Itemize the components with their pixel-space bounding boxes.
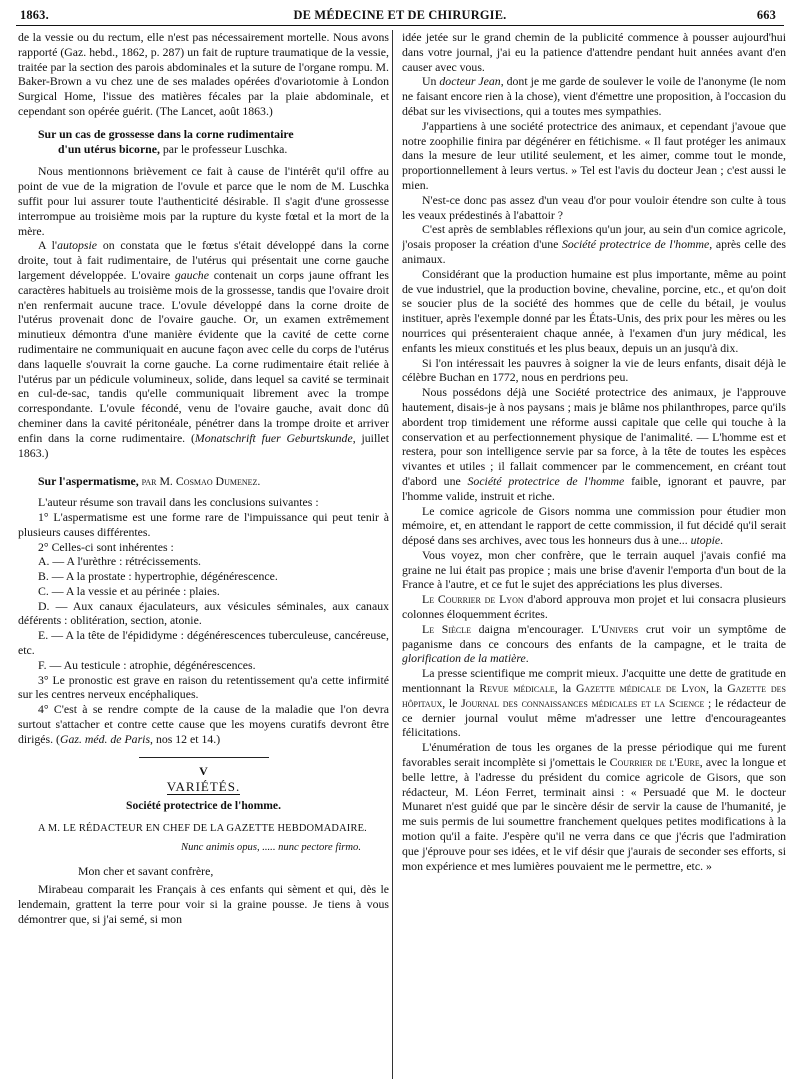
paragraph: 1° L'aspermatisme est une forme rare de l'impuissance qui peut tenir à plusieurs causes différentes. [18,509,389,539]
paragraph: 2° Celles-ci sont inhérentes : [38,539,174,554]
paragraph: Vous voyez, mon cher confrère, que le terrain auquel j'avais confié ma graine ne lui était pas propice ; mais une brise d'avenir l'emporta d'un bout de la France à l'autre, et ce fut le sujet des appréciations les plus diverses. [402,547,786,592]
header-rule [16,25,784,26]
paragraph: L'auteur résume son travail dans les conclusions suivantes : [38,495,319,510]
page-number: 663 [756,8,776,22]
paragraph: Un docteur Jean, dont je me garde de soulever le voile de l'anonyme (le nom ne faisant encore rien à la chose), vient d'émettre une proposition, à l'occasion du débat sur les vivisections, qui a toutes mes sympathies. [402,74,786,118]
paragraph: La presse scientifique me comprit mieux. J'acquitte une dette de gratitude en mentionnant la Revue médicale, la Gazette médicale de Lyon, la Gazette des hôpitaux, le Journal des connaissances médicales et la Science ; le rédacteur de ce dernier journal voulut même m'adresser une lettre d'encourageantes félicitations. [402,666,786,740]
list-item: A. — A l'urèthre : rétrécissements. [38,554,201,569]
salutation: Mon cher et savant confrère, [78,863,214,878]
paragraph: idée jetée sur le grand chemin de la publicité commence à pousser aujourd'hui dans votre journal, j'ai eu la patience d'attendre pendant huit années avant d'en causer avec vous. [402,30,786,74]
paragraph: Le comice agricole de Gisors nomma une commission pour étudier mon mémoire, et, en attendant le rapport de cette commission, il fut décidé qu'il serait déposé dans ses archives, avec tous les honneurs dus à une... utopie. [402,503,786,548]
section-number: V [199,763,208,778]
paragraph: Le Courrier de Lyon d'abord approuva mon projet et lui consacra plusieurs colonnes éloquemment écrites. [402,592,786,622]
right-column [402,30,786,1081]
paragraph: 3° Le pronostic est grave en raison du retentissement qu'a cette infirmité sur les centres nerveux encéphaliques. [18,672,389,702]
left-column [18,30,389,1081]
section-title: VARIÉTÉS. [166,779,241,795]
conclusion-list [18,554,389,672]
epigraph: Nunc animis opus, ..... nunc pectore firmo. [181,841,361,853]
paragraph: J'appartiens à une société protectrice des animaux, et cependant j'avoue que notre zoophilie finira par dégénérer en fétichisme. « Il faut protéger les animaux dans la mesure de leur utilité seulement, et les aimer, comme tout le monde, proportionnellement à leurs vertus. » Tel est l'avis du docteur Jean ; c'est aussi le mien. [402,118,786,192]
paragraph: N'est-ce donc pas assez d'un veau d'or pour vouloir étendre son culte à tous les veaux prédestinés à l'abattoir ? [402,192,786,222]
paragraph: Si l'on intéressait les pauvres à soigner la vie de leurs enfants, disait déjà le célèbre Buchan en 1772, nous en perdrions peu. [402,355,786,385]
list-item: F. — Au testicule : atrophie, dégénérescences. [38,657,256,672]
paragraph: Nous mentionnons brièvement ce fait à cause de l'intérêt qu'il offre au point de vue de la migration de l'ovule et parce que le nom de M. Luschka suffit pour lui assurer toute l'authenticité désirable. Il s'agit d'une grossesse interrompue au troisième mois par la rupture du kyste fœtal et la mort de la mère. [18,164,389,238]
section-rule [139,757,269,758]
paragraph: Considérant que la production humaine est plus importante, même au point de vue industriel, que la production bovine, chevaline, porcine, etc., et qu'on doit se soucier plus de la société des hommes que de celle du bétail, je voulus instituer, après l'exemple donné par les États-Unis, des prix pour les mères ou les nourrices qui présenteraient chaque année, à l'examen d'un jury médical, les enfants les mieux constitués et les plus beaux, depuis un an jusqu'à dix. [402,266,786,355]
society-title: Société protectrice de l'homme. [126,799,281,813]
paragraph: Mirabeau comparait les Français à ces enfants qui sèment et qui, dès le lendemain, grattent la terre pour voir si la graine pousse. Je tiens à vous démontrer que, si j'ai semé, si mon [18,882,389,927]
header-title: DE MÉDECINE ET DE CHIRURGIE. [293,8,507,22]
paragraph: Le Siècle daigna m'encourager. L'Univers crut voir un symptôme de paganisme dans ce concours des enfants de la campagne, et le traita de glorification de la matière. [402,621,786,666]
paragraph: A l'autopsie on constata que le fœtus s'était développé dans la corne droite, tout à fait rudimentaire, de l'utérus qui présentait une corne gauche largement développée. L'ovaire gauche contenait un corps jaune offrant les caractères habituels au troisième mois de la grossesse, tandis que l'ovaire droit n'en renfermait aucune trace. L'ovule développé dans la corne droite de l'utérus provenait donc de l'ovaire gauche. Or, un examen extrêmement minutieux démontra d'une manière évidente que la cavité de cette corne rudimentaire ne communiquait en aucune façon avec celle du corps de l'utérus dans laquelle s'ouvrait la corne gauche. La corne rudimentaire était reliée à l'utérus par un pédicule volumineux, solide, dans lequel sa cavité se terminait en cul-de-sac, tandis qu'elle communiquait librement avec la trompe correspondante. L'ovule fécondé, venu de l'ovaire gauche, avait donc dû cheminer dans la cavité péritonéale, pénétrer dans la trompe droite et arriver enfin dans la corne rudimentaire. (Monatschrift fuer Geburtskunde, juillet 1863.) [18,238,389,460]
paragraph: Nous possédons déjà une Société protectrice des animaux, je l'approuve hautement, disais-je à nos paysans ; mais je blâme nos philanthropes, parce qu'ils abordent trop timidement une réforme aussi capitale que celle qui touche à la conservation et au perfectionnement physique de l'animalité. — L'homme est et restera, pour son intelligence servie par sa force, à la tête de toutes les espèces vivantes et utiles ; il fallait commencer par le commencement, en créant tout d'abord une Société protectrice de l'homme faible, ignorant et pauvre, par l'homme valide, instruit et riche. [402,385,786,503]
list-item: E. — A la tête de l'épididyme : dégénérescences tuberculeuse, cancéreuse, etc. [18,628,389,658]
header-year: 1863. [20,8,49,22]
article-heading-aspermatisme: Sur l'aspermatisme, par M. Cosmao Dumenez. [38,474,261,489]
list-item: B. — A la prostate : hypertrophie, dégénérescence. [38,569,278,584]
paragraph: 4° C'est à se rendre compte de la cause de la maladie que l'on devra surtout s'attacher et contre cette cause que les moyens curatifs devront être dirigés. (Gaz. méd. de Paris, nos 12 et 14.) [18,702,389,746]
text-columns [18,30,786,1081]
letter-address: A M. LE RÉDACTEUR EN CHEF DE LA GAZETTE HEBDOMADAIRE. [38,823,367,835]
paragraph: L'énumération de tous les organes de la presse périodique qui me furent favorables serait incomplète si j'omettais le Courrier de l'Eure, avec la longue et belle lettre, à l'adresse du président du comice agricole de Gisors, que son rédacteur, M. Léon Ferret, terminait ainsi : « Persuadé que M. le docteur Munaret n'est guidé que par le sincère désir de servir la cause de l'humanité, je me suis permis de lui soumettre franchement quelques petites modifications à la motion qu'il a faite. J'espère qu'il ne verra dans ce que j'écris que l'admiration que j'éprouve pour ses idées, et le vif désir que j'aurais de seconder ses efforts, si mon expérience et mes lumières pouvaient me le permettre, etc. » [402,740,786,873]
list-item: C. — A la vessie et au périnée : plaies. [38,583,220,598]
paragraph: de la vessie ou du rectum, elle n'est pas nécessairement mortelle. Nous avons rapporté (Gaz. hebd., 1862, p. 287) un fait de rupture traumatique de la vessie, traitée par la section des parois abdominales et la suture de l'organe rompu. M. Baker-Brown a vu chez une de ses malades opérées d'ovariotomie à London Surgical Home, l'issue des matières fécales par la plaie abdominale, et cependant son opérée guérit. (The Lancet, août 1863.) [18,30,389,118]
paragraph: C'est après de semblables réflexions qu'un jour, au sein d'un comice agricole, j'osais proposer la création d'une Société protectrice de l'homme, après celle des animaux. [402,222,786,266]
article-heading-luschka: Sur un cas de grossesse dans la corne rudimentaire d'un utérus bicorne, par le professeur Luschka. [38,126,294,156]
list-item: D. — Aux canaux éjaculateurs, aux vésicules séminales, aux canaux déférents : oblitération, section, atonie. [18,598,389,628]
column-divider [392,30,393,1079]
